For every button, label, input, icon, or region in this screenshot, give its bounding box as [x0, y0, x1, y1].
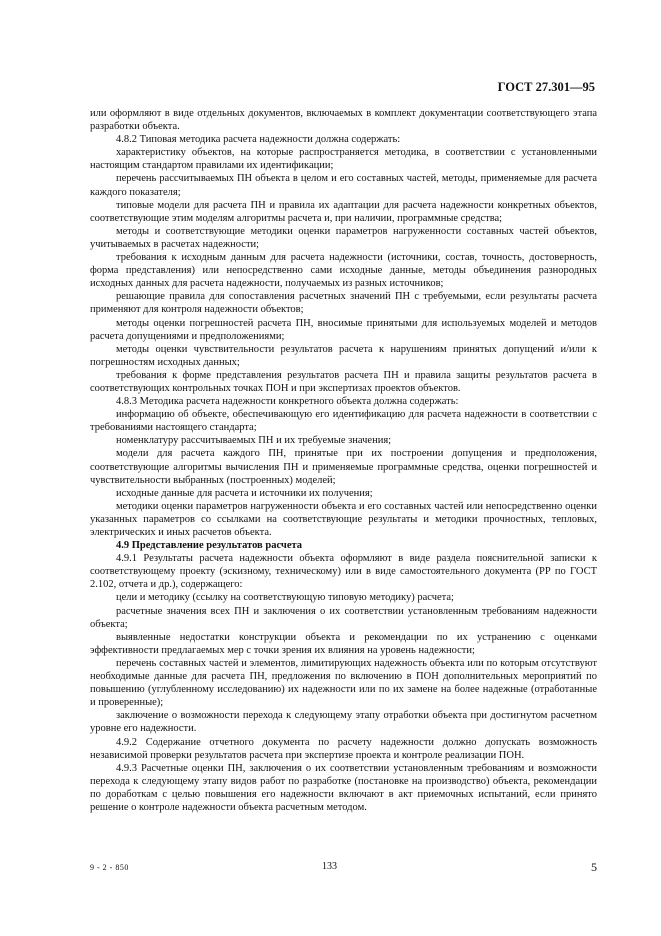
running-header: ГОСТ 27.301—95: [497, 80, 595, 94]
paragraph: исходные данные для расчета и источники их получения;: [116, 487, 373, 499]
paragraph: решающие правила для сопоставления расчетных значений ПН с требуемыми, если результаты расчета применяют для контроля надежности объектов;: [90, 291, 597, 316]
paragraph: 4.9.1 Результаты расчета надежности объекта оформляют в виде раздела пояснительной записки к соответствующему проекту (эскизному, техническому) или в виде самостоятельного документа (РР по ГОСТ 2.102, отчета и др.), содержащего:: [90, 553, 597, 591]
paragraph: перечень рассчитываемых ПН объекта в целом и его составных частей, методы, применяемые для расчета каждого показателя;: [90, 173, 597, 198]
paragraph: выявленные недостатки конструкции объекта и рекомендации по их устранению с оценками эффективности предлагаемых мер с точки зрения их влияния на уровень надежности;: [90, 631, 597, 656]
paragraph: или оформляют в виде отдельных документов, включаемых в комплект документации соответствующего этапа разработки объекта.: [90, 108, 597, 133]
page-number: 5: [591, 860, 597, 874]
paragraph: цели и методику (ссылку на соответствующую типовую методику) расчета;: [116, 592, 454, 604]
paragraph: методы оценки чувствительности результатов расчета к нарушениям принятых допущений и/или к погрешностям исходных данных;: [90, 343, 597, 368]
paragraph: номенклатуру рассчитываемых ПН и их требуемые значения;: [116, 435, 392, 447]
section-heading: 4.9 Представление результатов расчета: [116, 540, 303, 552]
paragraph: перечень составных частей и элементов, лимитирующих надежность объекта или по которым отсутствуют необходимые данные для расчета ПН, предложения по включению в ПОН дополнительных мероприятий по повышению (углубленному исследованию) их надежности или по их замене на более надежные (отработанные и проверенные);: [90, 657, 597, 709]
document-body: [90, 107, 597, 814]
paragraph: расчетные значения всех ПН и заключения о их соответствии установленным требованиям надежности объекта;: [90, 605, 597, 630]
print-code: 9 - 2 - 850: [90, 863, 129, 872]
paragraph: 4.9.3 Расчетные оценки ПН, заключения о их соответствии установленным требованиям и возможности перехода к следующему этапу видов работ по разработке (постановке на производство) объекта, рекомендации по доработкам с целью повышения его надежности включают в акт приемочных испытаний, если принято решение о контроле надежности объекта расчетным методом.: [90, 762, 597, 813]
paragraph: методики оценки параметров нагруженности объекта и его составных частей или непосредственно оценки указанных параметров со ссылками на соответствующие результаты и методики прочностных, тепловых, электрических и иных расчетов объекта.: [90, 500, 597, 538]
sheet-number: 133: [322, 861, 337, 872]
paragraph: 4.8.3 Методика расчета надежности конкретного объекта должна содержать:: [116, 396, 459, 408]
paragraph: методы и соответствующие методики оценки параметров нагруженности составных частей объектов, учитываемых в расчетах надежности;: [90, 225, 597, 250]
paragraph: типовые модели для расчета ПН и правила их адаптации для расчета надежности конкретных объектов, соответствующие этим моделям алгоритмы расчета и, при наличии, программные средства;: [90, 199, 597, 224]
paragraph: информацию об объекте, обеспечивающую его идентификацию для расчета надежности в соответствии с требованиями настоящего стандарта;: [90, 409, 597, 434]
paragraph: методы оценки погрешностей расчета ПН, вносимые принятыми для используемых моделей и методов расчета допущениями и предположениями;: [90, 317, 597, 342]
page-footer: [90, 860, 597, 876]
paragraph: характеристику объектов, на которые распространяется методика, в соответствии с установленными настоящим стандартом правилами их идентификации;: [90, 147, 597, 172]
paragraph: требования к исходным данным для расчета надежности (источники, состав, точность, достоверность, форма представления) или непосредственно сами исходные данные, методы объединения разнородных исходных данных для расчета надежности, получаемых из разных источников;: [90, 252, 597, 290]
paragraph: 4.8.2 Типовая методика расчета надежности должна содержать:: [116, 134, 401, 146]
paragraph: заключение о возможности перехода к следующему этапу отработки объекта при достигнутом расчетном уровне его надежности.: [90, 710, 597, 735]
paragraph: 4.9.2 Содержание отчетного документа по расчету надежности должно допускать возможность независимой проверки результатов расчета при экспертизе проекта и контроле реализации ПОН.: [90, 736, 597, 761]
paragraph: модели для расчета каждого ПН, принятые при их построении допущения и предположения, соответствующие алгоритмы вычисления ПН и применяемые программные средства, оценки погрешностей и чувствительности выбранных (построенных) моделей;: [90, 448, 597, 486]
paragraph: требования к форме представления результатов расчета ПН и правила защиты результатов расчета в соответствующих контрольных точках ПОН и при экспертизах проектов объектов.: [90, 369, 597, 394]
